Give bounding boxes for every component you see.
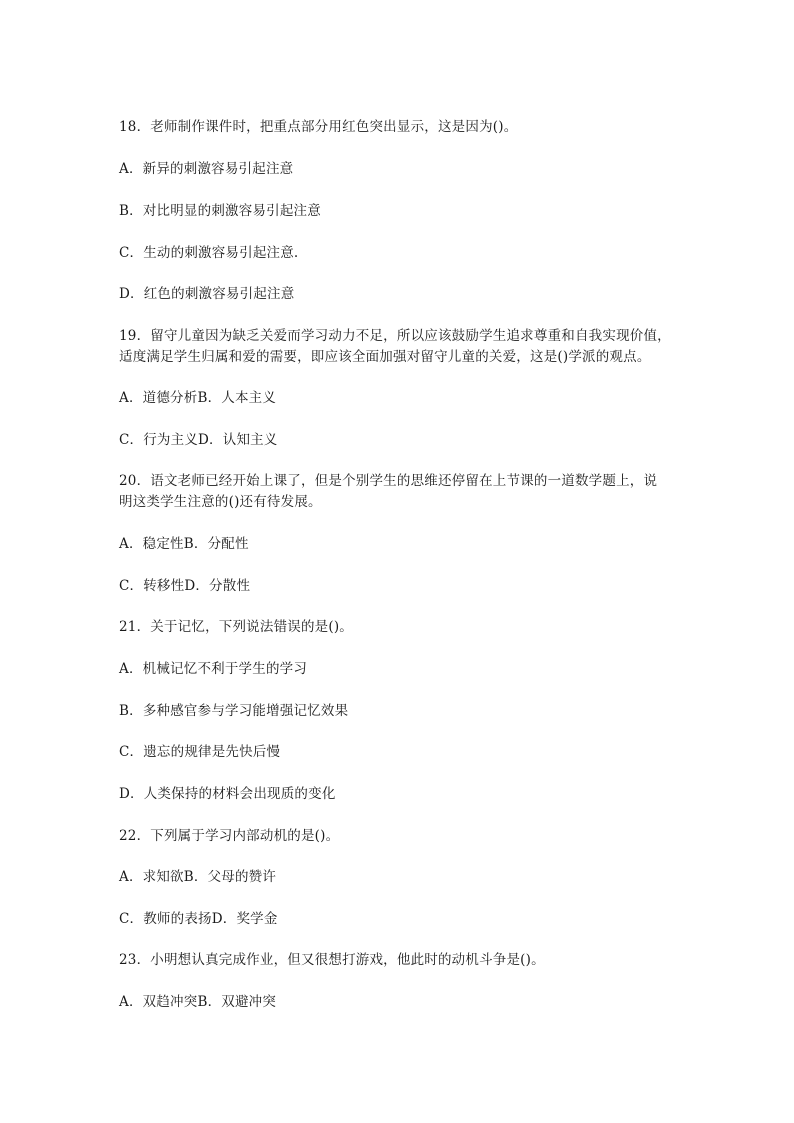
question-19-options-ab: A．道德分析B．人本主义 — [119, 390, 277, 406]
question-22-stem: 22．下列属于学习内部动机的是()。 — [119, 828, 340, 844]
question-21-option-c: C．遗忘的规律是先快后慢 — [119, 744, 281, 760]
question-18-option-d: D．红色的刺激容易引起注意 — [119, 286, 295, 302]
question-21-option-b: B．多种感官参与学习能增强记忆效果 — [119, 703, 349, 719]
question-21-option-d: D．人类保持的材料会出现质的变化 — [119, 786, 336, 802]
question-21-stem: 21．关于记忆，下列说法错误的是()。 — [119, 619, 354, 635]
question-20-stem-line-2: 明这类学生注意的()还有待发展。 — [119, 494, 322, 510]
question-21-option-a: A．机械记忆不利于学生的学习 — [119, 661, 308, 677]
question-23-stem: 23．小明想认真完成作业，但又很想打游戏，他此时的动机斗争是()。 — [119, 952, 545, 968]
question-18-option-c: C．生动的刺激容易引起注意. — [119, 245, 299, 261]
question-19-options-cd: C．行为主义D．认知主义 — [119, 432, 278, 448]
question-18-option-a: A．新异的刺激容易引起注意 — [119, 161, 294, 177]
question-18-stem: 18．老师制作课件时，把重点部分用红色突出显示，这是因为()。 — [119, 119, 518, 135]
question-20-options-ab: A．稳定性B．分配性 — [119, 536, 249, 552]
question-22-options-ab: A．求知欲B．父母的赞许 — [119, 869, 277, 885]
question-22-options-cd: C．教师的表扬D．奖学金 — [119, 911, 278, 927]
question-19-stem-line-1: 19．留守儿童因为缺乏关爱而学习动力不足，所以应该鼓励学生追求尊重和自我实现价值， — [119, 328, 671, 344]
question-18-option-b: B．对比明显的刺激容易引起注意 — [119, 203, 321, 219]
question-19-stem-line-2: 适度满足学生归属和爱的需要，即应该全面加强对留守儿童的关爱，这是()学派的观点。 — [119, 349, 651, 365]
question-23-options-ab: A．双趋冲突B．双避冲突 — [119, 994, 277, 1010]
question-20-options-cd: C．转移性D．分散性 — [119, 578, 251, 594]
question-20-stem-line-1: 20．语文老师已经开始上课了，但是个别学生的思维还停留在上节课的一道数学题上，说 — [119, 473, 658, 489]
